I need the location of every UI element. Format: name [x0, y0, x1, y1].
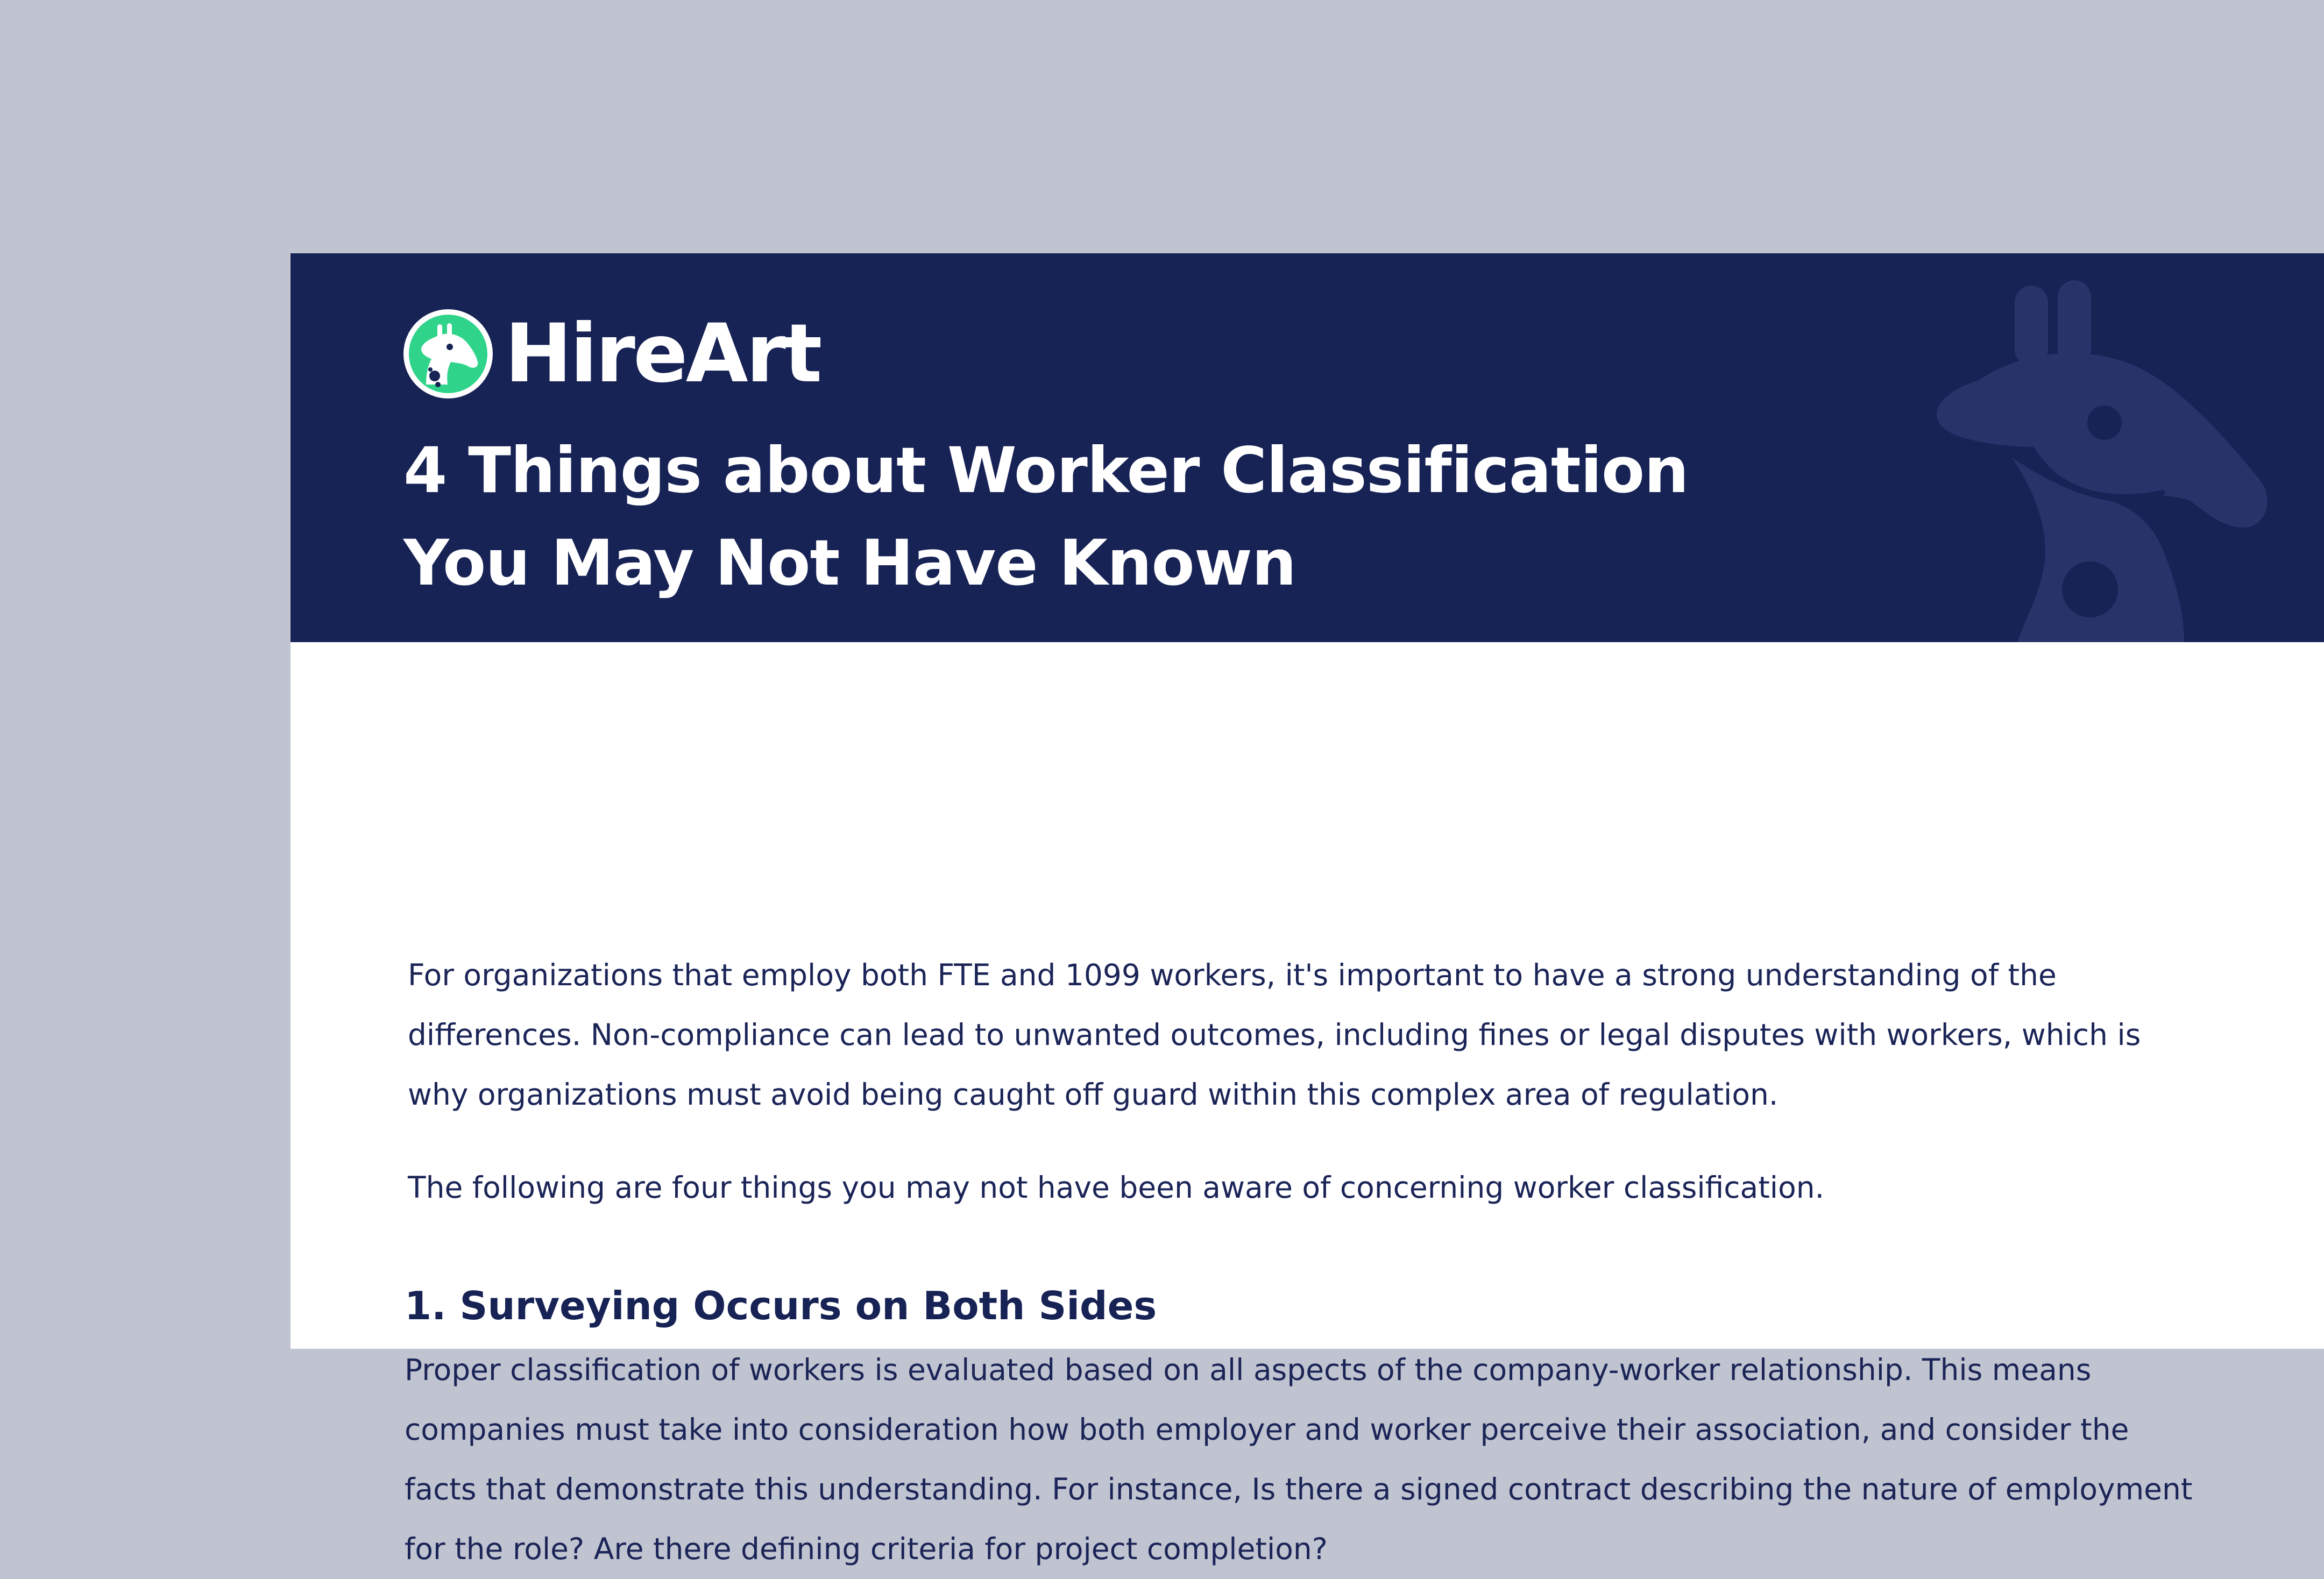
document-page: [290, 253, 2324, 1566]
title-line-1: 4 Things about Worker Classification: [403, 433, 1689, 507]
document-title: [403, 424, 1964, 609]
document-header: [290, 253, 2324, 642]
giraffe-logo-icon: [403, 309, 493, 399]
section-1-heading: 1. Surveying Occurs on Both Sides: [405, 1283, 1157, 1328]
brand-name: HireArt: [505, 307, 820, 401]
section-1-paragraph: Proper classification of workers is evaluated based on all aspects of the company-worker relationship. This means companies must take into consideration how both employer and worker perceive their association, and consider the facts that demonstrate this understanding. For instance, Is there a signed contract describing the nature of employment for the role? Are there defining criteria for project completion?: [405, 1353, 2193, 1566]
brand-logo: [403, 309, 820, 399]
title-line-2: You May Not Have Known: [403, 526, 1296, 600]
intro-paragraph: For organizations that employ both FTE and 1099 workers, it's important to have a strong understanding of the differences. Non-compliance can lead to unwanted outcomes, including fines or legal disputes with workers, which is why organizations must avoid being caught off guard within this complex area of regulation.: [408, 958, 2141, 1112]
lead-in-paragraph: The following are four things you may not have been aware of concerning worker classification.: [408, 1170, 1825, 1205]
